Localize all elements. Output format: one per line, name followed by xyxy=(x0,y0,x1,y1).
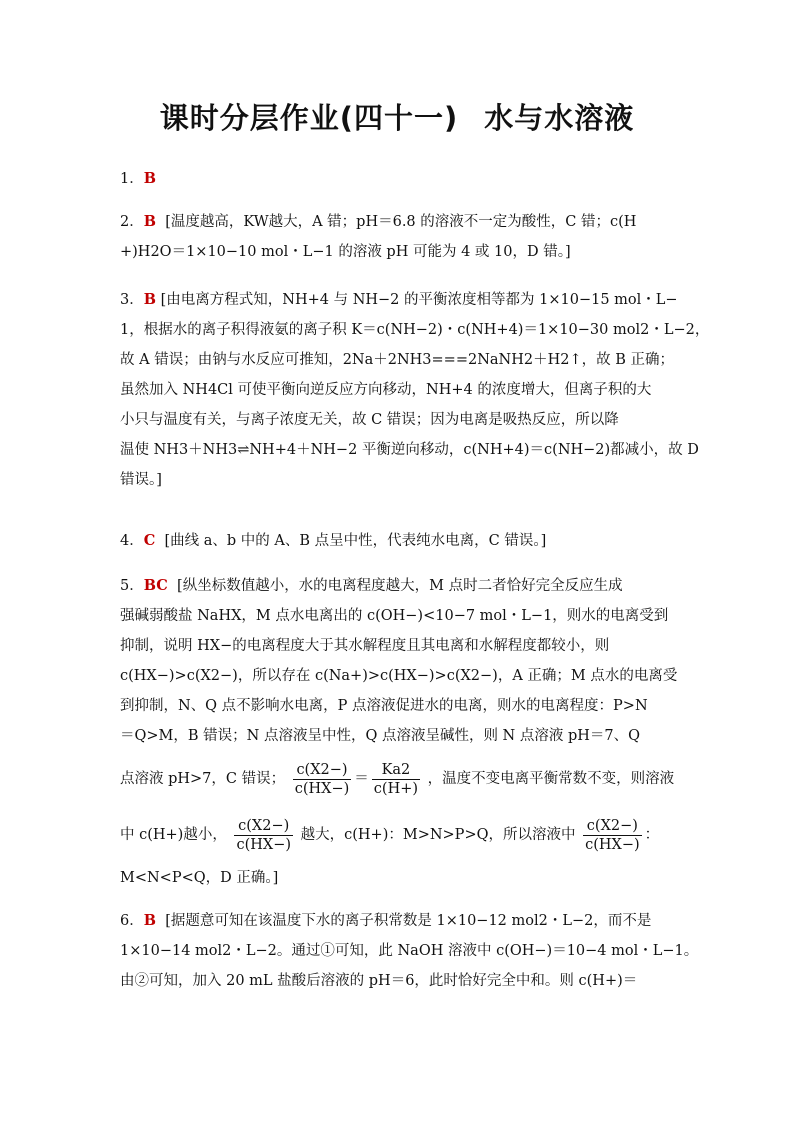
answer-label: B xyxy=(143,170,156,187)
explanation-line: 小只与温度有关，与离子浓度无关，故 C 错误；因为电离是吸热反应，所以降 xyxy=(120,412,619,428)
answer-label: B xyxy=(143,213,156,230)
answer-label: B xyxy=(143,912,156,929)
explanation-line: 错误。] xyxy=(120,472,162,488)
explanation-line: ，温度不变电离平衡常数不变，则溶液 xyxy=(427,771,675,787)
question-1 xyxy=(120,164,676,194)
question-number: 3． xyxy=(120,292,144,308)
question-number: 4． xyxy=(120,533,144,549)
explanation-line: [由电离方程式知，NH+4 与 NH−2 的平衡浓度相等都为 1×10−15 mol・L− xyxy=(160,292,678,308)
explanation-line: ： xyxy=(644,827,660,843)
explanation-line: 温使 NH3＋NH3⇌NH+4＋NH−2 平衡逆向移动，c(NH+4)＝c(NH−2)都减小，故 D xyxy=(120,442,699,458)
fraction-ka2-over-h: $\frac{Ka2}{c(H+)}$ xyxy=(373,761,419,797)
explanation-line: [曲线 a、b 中的 A、B 点呈中性，代表纯水电离，C 错误。] xyxy=(164,533,547,549)
question-number: 6． xyxy=(120,913,144,929)
explanation-line: 到抑制，N、Q 点不影响水电离，P 点溶液促进水的电离，则水的电离程度：P>N xyxy=(120,698,648,714)
explanation-line: 故 A 错误；由钠与水反应可推知，2Na＋2NH3===2NaNH2＋H2↑，故 B 正确； xyxy=(120,352,674,368)
explanation-line: 点溶液 pH>7，C 错误； xyxy=(120,771,286,787)
explanation-line: +)H2O＝1×10−10 mol・L−1 的溶液 pH 可能为 4 或 10，D 错。] xyxy=(120,244,571,260)
explanation-line: 强碱弱酸盐 NaHX，M 点水电离出的 c(OH−)<10−7 mol・L−1，则水的电离受到 xyxy=(120,608,669,624)
equals-sign: ＝ xyxy=(354,771,369,787)
question-6 xyxy=(120,906,699,996)
explanation-line: 越大，c(H+)：M>N>P>Q，所以溶液中 xyxy=(300,827,576,843)
answer-label: B xyxy=(143,291,156,308)
explanation-line: [温度越高，KW越大，A 错；pH＝6.8 的溶液不一定为酸性，C 错；c(H xyxy=(165,214,637,230)
title-main: 课时分层作业(四十一) xyxy=(159,101,459,135)
explanation-line: 1，根据水的离子积得液氨的离子积 K＝c(NH−2)・c(NH+4)＝1×10−30 mol2・L−2， xyxy=(120,322,710,338)
explanation-line: ＝Q>M，B 错误；N 点溶液呈中性，Q 点溶液呈碱性，则 N 点溶液 pH＝7、Q xyxy=(120,728,640,744)
explanation-line: c(HX−)>c(X2−)，所以存在 c(Na+)>c(HX−)>c(X2−)，A 正确；M 点水的电离受 xyxy=(120,668,678,684)
explanation-line: 虽然加入 NH4Cl 可使平衡向逆反应方向移动，NH+4 的浓度增大，但离子积的大 xyxy=(120,382,652,398)
question-4 xyxy=(120,526,676,556)
explanation-line: 中 c(H+)越小， xyxy=(120,827,227,843)
explanation-line: [纵坐标数值越小，水的电离程度越大，M 点时二者恰好完全反应生成 xyxy=(177,578,623,594)
answer-label: C xyxy=(143,532,156,549)
title-topic: 水与水溶液 xyxy=(484,101,635,135)
explanation-line: 1×10−14 mol2・L−2。通过①可知，此 NaOH 溶液中 c(OH−)＝10−4 mol・L−1。 xyxy=(120,943,699,959)
question-5 xyxy=(120,571,676,893)
explanation-line: M<N<P<Q，D 正确。] xyxy=(120,870,279,886)
fraction-x2-over-hx: $\frac{c(X2-)}{c(HX-)}$ xyxy=(585,817,640,853)
question-3 xyxy=(120,285,710,495)
explanation-line: [据题意可知在该温度下水的离子积常数是 1×10−12 mol2・L−2，而不是 xyxy=(165,913,652,929)
question-2 xyxy=(120,207,676,267)
question-number: 1． xyxy=(120,171,144,187)
explanation-line: 抑制，说明 HX−的电离程度大于其水解程度且其电离和水解程度都较小，则 xyxy=(120,638,610,654)
question-number: 2． xyxy=(120,214,144,230)
question-number: 5． xyxy=(120,578,144,594)
page-title xyxy=(0,96,794,137)
fraction-x2-over-hx: $\frac{c(X2-)}{c(HX-)}$ xyxy=(236,817,292,853)
answer-label: BC xyxy=(143,577,168,594)
fraction-x2-over-hx: $\frac{c(X2-)}{c(HX-)}$ xyxy=(294,761,350,797)
explanation-line: 由②可知，加入 20 mL 盐酸后溶液的 pH＝6，此时恰好完全中和。则 c(H+)＝ xyxy=(120,973,638,989)
